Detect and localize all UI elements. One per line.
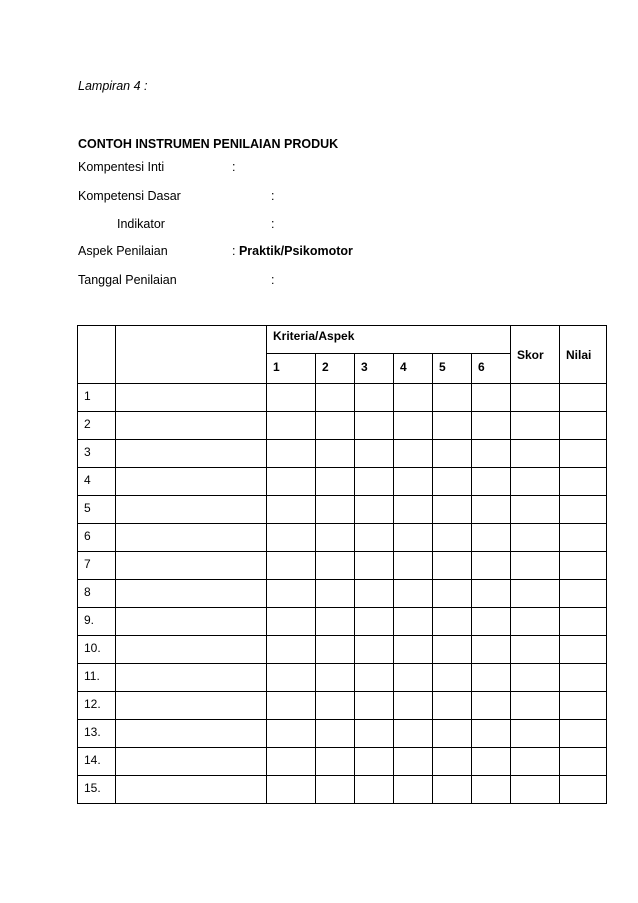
empty-cell bbox=[394, 468, 433, 496]
criteria-number-1: 1 bbox=[267, 354, 316, 384]
empty-cell bbox=[267, 384, 316, 412]
empty-cell bbox=[472, 776, 511, 804]
table-row bbox=[78, 580, 607, 608]
empty-cell bbox=[472, 664, 511, 692]
empty-cell bbox=[355, 524, 394, 552]
empty-cell bbox=[355, 748, 394, 776]
empty-cell bbox=[355, 636, 394, 664]
empty-cell bbox=[267, 468, 316, 496]
empty-cell bbox=[316, 776, 355, 804]
empty-cell bbox=[394, 608, 433, 636]
empty-cell bbox=[560, 384, 607, 412]
table-row bbox=[78, 552, 607, 580]
header-blank-number bbox=[78, 326, 116, 384]
empty-cell bbox=[116, 552, 267, 580]
field-colon-kompetensi-inti: : bbox=[232, 160, 236, 174]
criteria-number-5: 5 bbox=[433, 354, 472, 384]
empty-cell bbox=[433, 468, 472, 496]
empty-cell bbox=[316, 636, 355, 664]
empty-cell bbox=[433, 776, 472, 804]
row-number-cell: 6 bbox=[78, 524, 116, 552]
header-blank-name bbox=[116, 326, 267, 384]
empty-cell bbox=[472, 384, 511, 412]
empty-cell bbox=[355, 552, 394, 580]
row-number-cell: 3 bbox=[78, 440, 116, 468]
row-number-cell: 1 bbox=[78, 384, 116, 412]
header-nilai: Nilai bbox=[560, 326, 607, 384]
table-row bbox=[78, 776, 607, 804]
empty-cell bbox=[316, 608, 355, 636]
empty-cell bbox=[433, 692, 472, 720]
field-label-kompetensi-inti: Kompentesi Inti bbox=[78, 160, 165, 174]
empty-cell bbox=[116, 692, 267, 720]
empty-cell bbox=[560, 496, 607, 524]
field-aspek-penilaian bbox=[232, 244, 353, 258]
empty-cell bbox=[433, 664, 472, 692]
empty-cell bbox=[267, 524, 316, 552]
field-label-kompetensi-dasar: Kompetensi Dasar bbox=[78, 189, 181, 203]
empty-cell bbox=[394, 636, 433, 664]
empty-cell bbox=[472, 412, 511, 440]
empty-cell bbox=[355, 692, 394, 720]
empty-cell bbox=[560, 636, 607, 664]
empty-cell bbox=[267, 636, 316, 664]
empty-cell bbox=[116, 496, 267, 524]
empty-cell bbox=[394, 692, 433, 720]
empty-cell bbox=[511, 468, 560, 496]
empty-cell bbox=[472, 468, 511, 496]
table-row bbox=[78, 412, 607, 440]
empty-cell bbox=[116, 384, 267, 412]
table-row bbox=[78, 664, 607, 692]
empty-cell bbox=[433, 636, 472, 664]
empty-cell bbox=[316, 468, 355, 496]
empty-cell bbox=[560, 608, 607, 636]
empty-cell bbox=[472, 496, 511, 524]
empty-cell bbox=[560, 776, 607, 804]
empty-cell bbox=[433, 524, 472, 552]
empty-cell bbox=[355, 608, 394, 636]
row-number-cell: 13. bbox=[78, 720, 116, 748]
empty-cell bbox=[472, 636, 511, 664]
empty-cell bbox=[316, 384, 355, 412]
empty-cell bbox=[316, 720, 355, 748]
empty-cell bbox=[267, 440, 316, 468]
row-number-cell: 14. bbox=[78, 748, 116, 776]
empty-cell bbox=[511, 720, 560, 748]
empty-cell bbox=[267, 692, 316, 720]
empty-cell bbox=[433, 720, 472, 748]
empty-cell bbox=[433, 580, 472, 608]
empty-cell bbox=[560, 720, 607, 748]
empty-cell bbox=[472, 552, 511, 580]
empty-cell bbox=[394, 776, 433, 804]
empty-cell bbox=[355, 580, 394, 608]
appendix-label: Lampiran 4 : bbox=[78, 79, 148, 93]
row-number-cell: 2 bbox=[78, 412, 116, 440]
empty-cell bbox=[511, 580, 560, 608]
criteria-number-3: 3 bbox=[355, 354, 394, 384]
empty-cell bbox=[316, 412, 355, 440]
empty-cell bbox=[267, 776, 316, 804]
empty-cell bbox=[560, 664, 607, 692]
table-row bbox=[78, 692, 607, 720]
table-header-row bbox=[78, 326, 607, 354]
empty-cell bbox=[472, 692, 511, 720]
empty-cell bbox=[511, 384, 560, 412]
empty-cell bbox=[511, 524, 560, 552]
empty-cell bbox=[355, 412, 394, 440]
empty-cell bbox=[116, 608, 267, 636]
field-label-tanggal-penilaian: Tanggal Penilaian bbox=[78, 273, 177, 287]
empty-cell bbox=[560, 440, 607, 468]
empty-cell bbox=[355, 440, 394, 468]
empty-cell bbox=[472, 440, 511, 468]
empty-cell bbox=[472, 748, 511, 776]
empty-cell bbox=[433, 412, 472, 440]
empty-cell bbox=[316, 580, 355, 608]
empty-cell bbox=[355, 468, 394, 496]
empty-cell bbox=[511, 692, 560, 720]
empty-cell bbox=[560, 692, 607, 720]
empty-cell bbox=[394, 412, 433, 440]
empty-cell bbox=[433, 608, 472, 636]
empty-cell bbox=[560, 748, 607, 776]
table-row bbox=[78, 636, 607, 664]
empty-cell bbox=[316, 692, 355, 720]
empty-cell bbox=[511, 496, 560, 524]
field-colon-tanggal-penilaian: : bbox=[271, 273, 275, 287]
table-row bbox=[78, 468, 607, 496]
empty-cell bbox=[511, 664, 560, 692]
table-row bbox=[78, 496, 607, 524]
row-number-cell: 15. bbox=[78, 776, 116, 804]
empty-cell bbox=[355, 384, 394, 412]
empty-cell bbox=[116, 636, 267, 664]
empty-cell bbox=[316, 440, 355, 468]
empty-cell bbox=[267, 552, 316, 580]
empty-cell bbox=[355, 496, 394, 524]
criteria-number-6: 6 bbox=[472, 354, 511, 384]
empty-cell bbox=[511, 412, 560, 440]
empty-cell bbox=[433, 748, 472, 776]
empty-cell bbox=[394, 496, 433, 524]
empty-cell bbox=[511, 748, 560, 776]
empty-cell bbox=[116, 580, 267, 608]
empty-cell bbox=[394, 664, 433, 692]
empty-cell bbox=[394, 748, 433, 776]
page-title: CONTOH INSTRUMEN PENILAIAN PRODUK bbox=[78, 137, 339, 151]
row-number-cell: 9. bbox=[78, 608, 116, 636]
empty-cell bbox=[433, 384, 472, 412]
empty-cell bbox=[355, 664, 394, 692]
empty-cell bbox=[560, 580, 607, 608]
empty-cell bbox=[511, 552, 560, 580]
empty-cell bbox=[116, 468, 267, 496]
empty-cell bbox=[394, 720, 433, 748]
empty-cell bbox=[472, 580, 511, 608]
row-number-cell: 5 bbox=[78, 496, 116, 524]
empty-cell bbox=[394, 384, 433, 412]
empty-cell bbox=[394, 440, 433, 468]
empty-cell bbox=[355, 776, 394, 804]
empty-cell bbox=[560, 412, 607, 440]
empty-cell bbox=[316, 664, 355, 692]
empty-cell bbox=[472, 608, 511, 636]
row-number-cell: 11. bbox=[78, 664, 116, 692]
criteria-number-2: 2 bbox=[316, 354, 355, 384]
empty-cell bbox=[267, 580, 316, 608]
field-colon-kompetensi-dasar: : bbox=[271, 189, 275, 203]
empty-cell bbox=[511, 776, 560, 804]
field-value-aspek-penilaian: Praktik/Psikomotor bbox=[238, 244, 353, 258]
empty-cell bbox=[394, 580, 433, 608]
empty-cell bbox=[560, 468, 607, 496]
empty-cell bbox=[116, 412, 267, 440]
field-colon-indikator: : bbox=[271, 217, 275, 231]
empty-cell bbox=[316, 552, 355, 580]
empty-cell bbox=[267, 496, 316, 524]
table-row bbox=[78, 524, 607, 552]
empty-cell bbox=[472, 524, 511, 552]
table-row bbox=[78, 748, 607, 776]
empty-cell bbox=[433, 440, 472, 468]
table-row bbox=[78, 608, 607, 636]
table-row bbox=[78, 440, 607, 468]
header-skor: Skor bbox=[511, 326, 560, 384]
row-number-cell: 8 bbox=[78, 580, 116, 608]
table-row bbox=[78, 720, 607, 748]
empty-cell bbox=[511, 608, 560, 636]
empty-cell bbox=[267, 720, 316, 748]
header-kriteria-aspek: Kriteria/Aspek bbox=[267, 326, 511, 354]
empty-cell bbox=[433, 552, 472, 580]
empty-cell bbox=[116, 748, 267, 776]
empty-cell bbox=[511, 440, 560, 468]
row-number-cell: 10. bbox=[78, 636, 116, 664]
empty-cell bbox=[560, 524, 607, 552]
criteria-number-4: 4 bbox=[394, 354, 433, 384]
empty-cell bbox=[116, 524, 267, 552]
empty-cell bbox=[316, 496, 355, 524]
table-row bbox=[78, 384, 607, 412]
empty-cell bbox=[116, 664, 267, 692]
empty-cell bbox=[316, 524, 355, 552]
empty-cell bbox=[267, 664, 316, 692]
field-colon-aspek-penilaian: : bbox=[232, 244, 236, 258]
empty-cell bbox=[472, 720, 511, 748]
row-number-cell: 7 bbox=[78, 552, 116, 580]
field-label-indikator: Indikator bbox=[117, 217, 165, 231]
field-label-aspek-penilaian: Aspek Penilaian bbox=[78, 244, 168, 258]
assessment-table bbox=[77, 325, 607, 804]
empty-cell bbox=[116, 776, 267, 804]
row-number-cell: 12. bbox=[78, 692, 116, 720]
empty-cell bbox=[267, 412, 316, 440]
row-number-cell: 4 bbox=[78, 468, 116, 496]
empty-cell bbox=[116, 720, 267, 748]
empty-cell bbox=[116, 440, 267, 468]
empty-cell bbox=[316, 748, 355, 776]
empty-cell bbox=[560, 552, 607, 580]
empty-cell bbox=[511, 636, 560, 664]
empty-cell bbox=[394, 552, 433, 580]
empty-cell bbox=[355, 720, 394, 748]
empty-cell bbox=[267, 748, 316, 776]
empty-cell bbox=[433, 496, 472, 524]
empty-cell bbox=[267, 608, 316, 636]
empty-cell bbox=[394, 524, 433, 552]
